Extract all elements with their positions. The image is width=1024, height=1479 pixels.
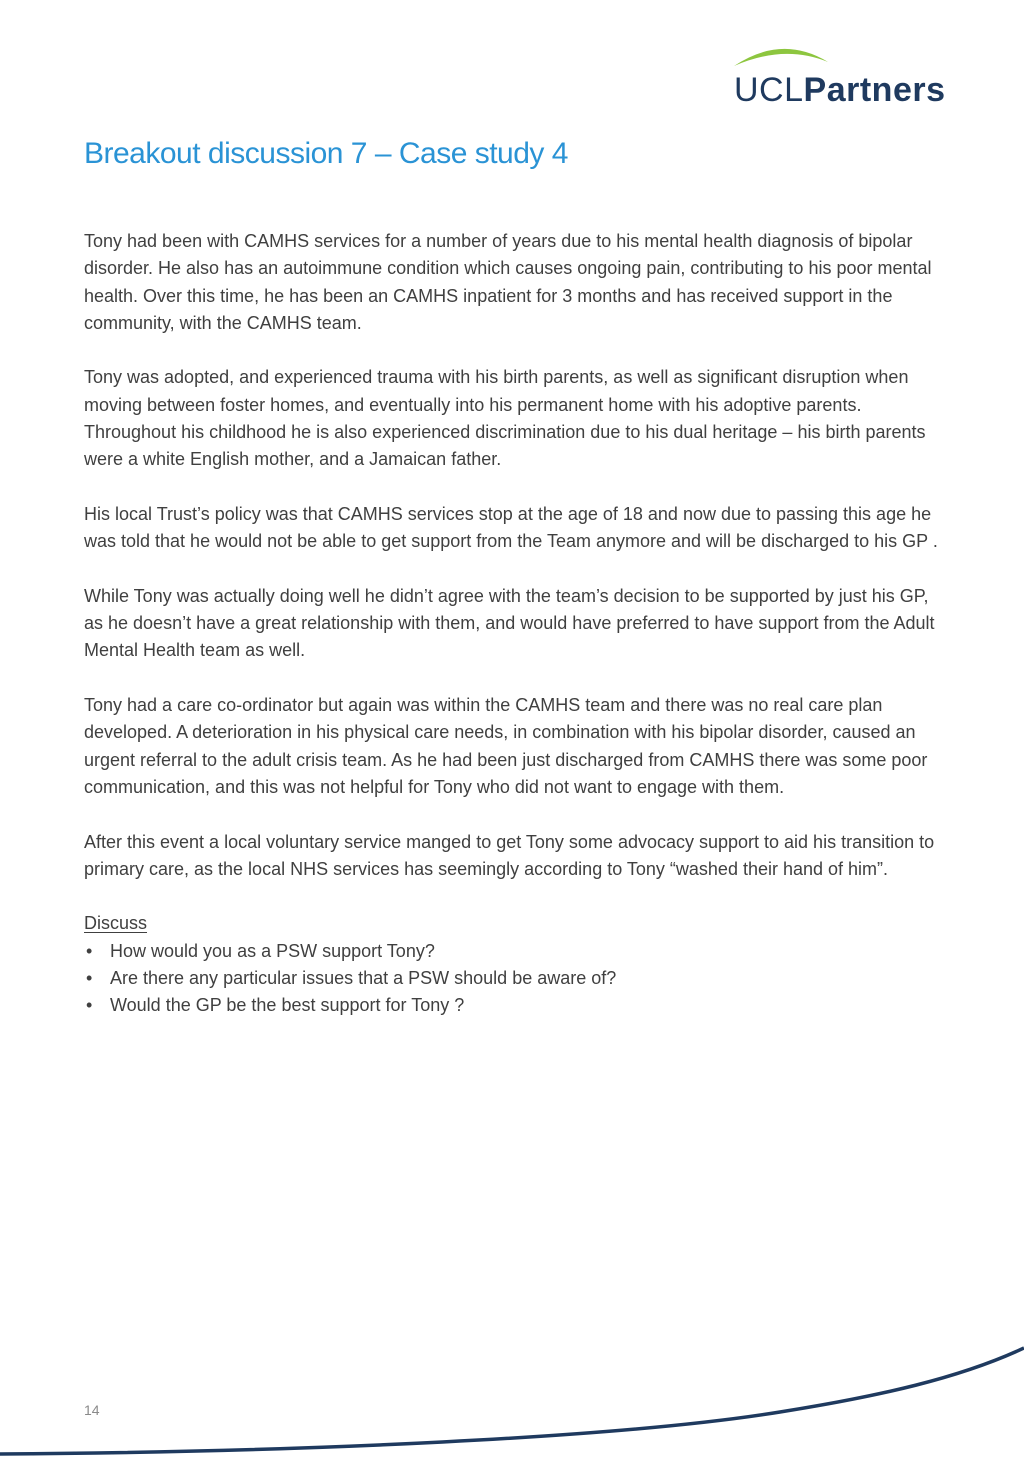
paragraph-1: Tony had been with CAMHS services for a number of years due to his mental health diagnosis of bipolar disorder. He also has an autoimmune condition which causes ongoing pain, contributing to his poor mental health. Over this time, he has been an CAMHS inpatient for 3 months and has received support in the community, with the CAMHS team. bbox=[84, 231, 932, 333]
uclpartners-logo bbox=[730, 40, 970, 112]
discuss-item bbox=[84, 992, 944, 1019]
paragraph-6: After this event a local voluntary service manged to get Tony some advocacy support to aid his transition to primary care, as the local NHS services has seemingly according to Tony “washed their hand of him”. bbox=[84, 831, 935, 879]
bullet-icon: • bbox=[86, 940, 93, 961]
discuss-item-text: Would the GP be the best support for Tony ? bbox=[110, 995, 465, 1016]
footer-curve-decoration bbox=[0, 1330, 1024, 1479]
case-study-body bbox=[84, 228, 944, 1020]
page-title: Breakout discussion 7 – Case study 4 bbox=[84, 137, 568, 170]
logo-partners-text: Partners bbox=[803, 71, 946, 109]
discuss-item bbox=[84, 965, 944, 992]
paragraph-2: Tony was adopted, and experienced trauma with his birth parents, as well as significant disruption when moving between foster homes, and eventually into his permanent home with his adoptive parents. Throughout his childhood he is also experienced discrimination due to his dual heritage – his birth parents were a white English mother, and a Jamaican father. bbox=[84, 367, 926, 470]
discuss-item-text: Are there any particular issues that a PSW should be aware of? bbox=[110, 968, 617, 989]
paragraph-3: His local Trust’s policy was that CAMHS services stop at the age of 18 and now due to passing this age he was told that he would not be able to get support from the Team anymore and will be discharged to his GP . bbox=[84, 503, 938, 552]
paragraph-5: Tony had a care co-ordinator but again was within the CAMHS team and there was no real care plan developed. A deterioration in his physical care needs, in combination with his bipolar disorder, caused an urgent referral to the adult crisis team. As he had been just discharged from CAMHS there was some poor communication, and this was not helpful for Tony who did not want to engage with them. bbox=[84, 695, 928, 797]
discuss-list bbox=[84, 938, 944, 1020]
bullet-icon: • bbox=[86, 995, 93, 1016]
discuss-item bbox=[84, 938, 944, 965]
discuss-item-text: How would you as a PSW support Tony? bbox=[110, 940, 435, 961]
discuss-heading: Discuss bbox=[84, 913, 148, 934]
page-number: 14 bbox=[84, 1402, 100, 1418]
logo-wordmark bbox=[734, 70, 946, 110]
logo-ucl-text: UCL bbox=[734, 71, 804, 109]
paragraph-4: While Tony was actually doing well he didn’t agree with the team’s decision to be supported by just his GP, as he doesn’t have a great relationship with them, and would have preferred to have support from the Adult Mental Health team as well. bbox=[84, 585, 935, 661]
bullet-icon: • bbox=[86, 968, 93, 989]
